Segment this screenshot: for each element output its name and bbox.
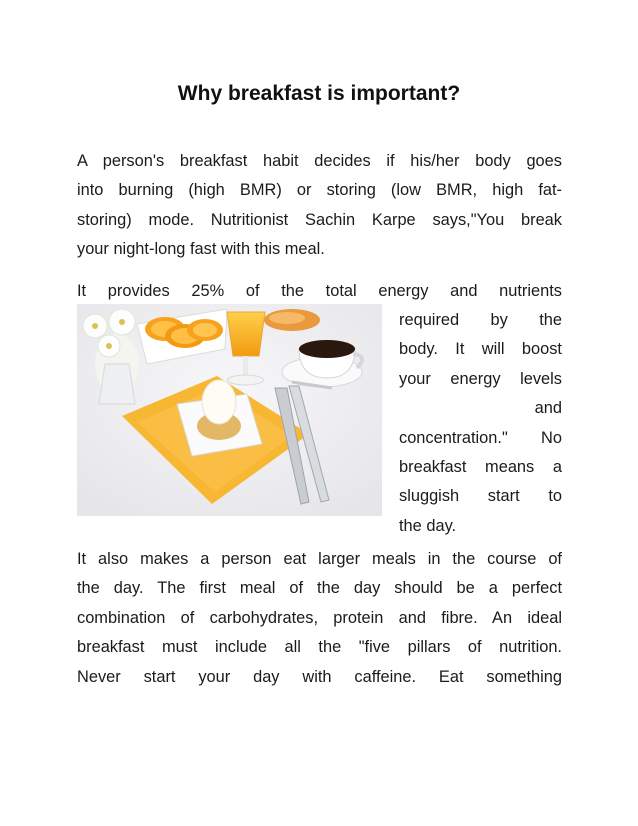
breakfast-photo [77,304,382,516]
paragraph-line: storing) mode. Nutritionist Sachin Karpe says,"You break [77,210,562,229]
paragraph-3 [77,545,562,692]
paragraph-line: your energy levels [399,369,562,388]
paragraph-line: the day. The first meal of the day should be a perfect [77,579,562,598]
paragraph-line: and [534,399,562,418]
paragraph-line: into burning (high BMR) or storing (low BMR, high fat- [77,181,562,200]
paragraph-1 [77,147,562,265]
paragraph-line: It provides 25% of the total energy and nutrients [77,282,562,300]
paragraph-line: concentration." No [399,428,562,447]
paragraph-2-first-line [77,277,562,306]
paragraph-line: the day. [399,516,457,535]
croissant [264,309,320,331]
paragraph-line: required by the [399,311,562,329]
paragraph-line: your night-long fast with this meal. [77,240,325,259]
page-title: Why breakfast is important? [177,82,461,105]
paragraph-line: Never start your day with caffeine. Eat something [77,667,562,686]
breakfast-illustration [77,304,382,516]
paragraph-line: breakfast means a [399,458,562,477]
paragraph-2-wrapped-text [399,306,562,541]
paragraph-line: body. It will boost [399,340,562,359]
paragraph-line: It also makes a person eat larger meals in the course of [77,550,562,568]
paragraph-line: breakfast must include all the "five pillars of nutrition. [77,638,562,657]
paragraph-line: sluggish start to [399,487,562,506]
paragraph-line: A person's breakfast habit decides if his/her body goes [77,152,562,170]
paragraph-line: combination of carbohydrates, protein and fibre. An ideal [77,608,562,627]
